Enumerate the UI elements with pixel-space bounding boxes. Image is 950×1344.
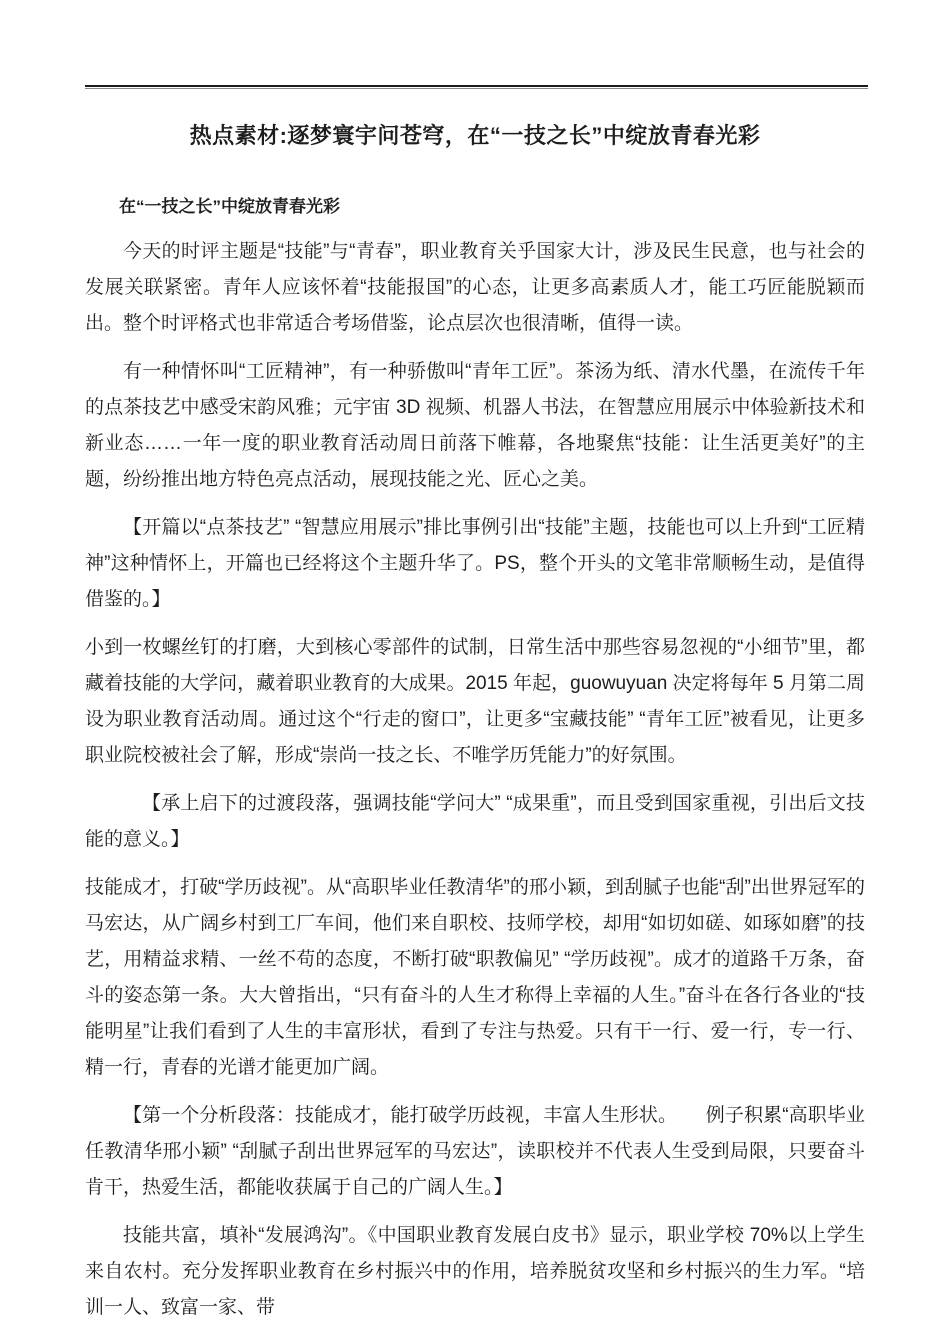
body-paragraph: 技能成才，打破“学历歧视”。从“高职毕业任教清华”的邢小颖，到刮腻子也能“刮”出世界冠军的马宏达，从广阔乡村到工厂车间，他们来自职校、技师学校，却用“如切如磋、如琢如磨”的技艺，用精益求精、一丝不苟的态度，不断打破“职教偏见” “学历歧视”。成才的道路千万条，奋斗的姿态第一条。大大曾指出，“只有奋斗的人生才称得上幸福的人生。”奋斗在各行各业的“技能明星”让我们看到了人生的丰富形状，看到了专注与热爱。只有干一行、爱一行，专一行、精一行，青春的光谱才能更加广阔。: [85, 877, 865, 1078]
header-divider-rule: [85, 85, 868, 89]
body-paragraph: 小到一枚螺丝钉的打磨，大到核心零部件的试制，日常生活中那些容易忽视的“小细节”里，都藏着技能的大学问，藏着职业教育的大成果。2015 年起，guowuyuan 决定将每年 5 月第二周设为职业教育活动周。通过这个“行走的窗口”，让更多“宝藏技能” “青年工匠”被看见，让更多职业院校被社会了解，形成“崇尚一技之长、不唯学历凭能力”的好氛围。: [85, 637, 865, 766]
body-paragraph: 【第一个分析段落：技能成才，能打破学历歧视，丰富人生形状。 例子积累“高职毕业任教清华邢小颖” “刮腻子刮出世界冠军的马宏达”，读职校并不代表人生受到局限，只要奋斗肯干，热爱生活，都能收获属于自己的广阔人生。】: [85, 1105, 865, 1198]
body-paragraph: 【开篇以“点茶技艺” “智慧应用展示”排比事例引出“技能”主题，技能也可以上升到“工匠精神”这种情怀上，开篇也已经将这个主题升华了。PS，整个开头的文笔非常顺畅生动，是值得借鉴的。】: [85, 517, 865, 610]
body-paragraph: 【承上启下的过渡段落，强调技能“学问大” “成果重”，而且受到国家重视，引出后文技能的意义。】: [85, 793, 865, 850]
document-body: [85, 234, 865, 1326]
document-title: 热点素材:逐梦寰宇问苍穹，在“一技之长”中绽放青春光彩: [189, 123, 761, 148]
document-subtitle: 在“一技之长”中绽放青春光彩: [119, 197, 340, 216]
body-paragraph: 今天的时评主题是“技能”与“青春”，职业教育关乎国家大计，涉及民生民意，也与社会的发展关联紧密。青年人应该怀着“技能报国”的心态，让更多高素质人才，能工巧匠能脱颖而出。整个时评格式也非常适合考场借鉴，论点层次也很清晰，值得一读。: [85, 241, 865, 334]
body-paragraph: 技能共富，填补“发展鸿沟”。《中国职业教育发展白皮书》显示，职业学校 70%以上学生来自农村。充分发挥职业教育在乡村振兴中的作用，培养脱贫攻坚和乡村振兴的生力军。“培训一人、致富一家、带: [85, 1225, 865, 1318]
body-paragraph: 有一种情怀叫“工匠精神”，有一种骄傲叫“青年工匠”。茶汤为纸、清水代墨，在流传千年的点茶技艺中感受宋韵风雅；元宇宙 3D 视频、机器人书法，在智慧应用展示中体验新技术和新业态……一年一度的职业教育活动周日前落下帷幕，各地聚焦“技能：让生活更美好”的主题，纷纷推出地方特色亮点活动，展现技能之光、匠心之美。: [85, 361, 865, 490]
